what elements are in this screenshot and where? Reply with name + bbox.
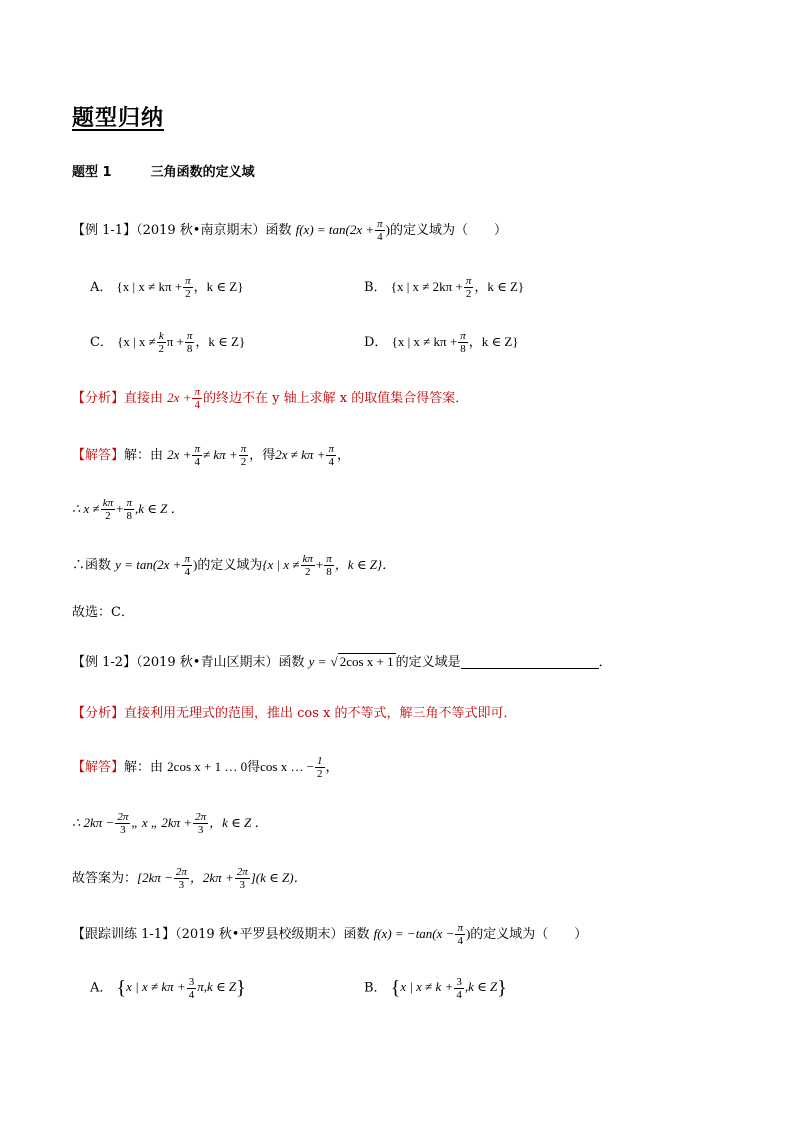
answer-choice-1: 故选：C． xyxy=(72,605,134,620)
solution-1-line-2: ∴ x ≠ $\frac{k\pi}{2}$ + $\frac{\pi}{8}$ ,k ∈ Z ． xyxy=(72,497,184,522)
function-expression: f(x) = tan(2x + xyxy=(295,222,375,237)
analysis-2: 【分析】直接利用无理式的范围，推出 cos x 的不等式，解三角不等式即可． xyxy=(72,706,517,721)
solution-1-line-1: 【解答】解：由 2x + $\frac{\pi}{4}$ ≠ kπ + $\frac{\pi}{2}$ ，得2x ≠ kπ + $\frac{\pi}{4}$ ， xyxy=(72,443,350,468)
tracking-option-b: B． {x | x ≠ k + $\frac{3}{4}$ ,k ∈ Z} xyxy=(364,976,507,1001)
type-label xyxy=(72,166,255,179)
example-1-2-question: 【例 1-2】（2019 秋•青山区期末）函数 y = √ 2cos x + 1 的定义域是 ． xyxy=(72,654,612,670)
option-a: A． {x | x ≠ kπ + $\frac{\pi}{2}$ ，k ∈ Z} xyxy=(90,275,244,300)
option-c: C． {x | x ≠ $\frac{k}{2}$ π + $\frac{\pi}{8}$ ，k ∈ Z} xyxy=(90,330,246,355)
example-source: （2019 秋•南京期末）函数 xyxy=(136,223,292,238)
tracking-exercise-question: 【跟踪训练 1-1】（2019 秋•平罗县校级期末）函数 f(x) = −tan(x − $\frac{\pi}{4}$ )的定义域为（ ） xyxy=(72,922,588,947)
solution-2-line-1: 【解答】解：由 2cos x + 1 … 0得cos x … − $\frac{1}{2}$ ， xyxy=(72,755,339,780)
sqrt-radicand: 2cos x + 1 xyxy=(339,654,394,669)
fraction: $\frac{\pi}{4}$ xyxy=(377,218,383,243)
question-tail: 的定义域为（ ） xyxy=(390,223,508,238)
section-heading: 题型归纳 xyxy=(72,106,165,131)
analysis-1: 【分析】直接由 2x + $\frac{\pi}{4}$ 的终边不在 y 轴上求解 x 的取值集合得答案． xyxy=(72,386,469,411)
example-tag: 【例 1-1】 xyxy=(72,223,137,238)
type-number: 题型 1 xyxy=(72,165,112,180)
solution-2-line-2: ∴ 2kπ − $\frac{2\pi}{3}$ „ x „ 2kπ + $\frac{2\pi}{3}$ ，k ∈ Z ． xyxy=(72,811,268,836)
answer-blank xyxy=(461,656,599,669)
type-title: 三角函数的定义域 xyxy=(150,165,255,180)
option-b: B． {x | x ≠ 2kπ + $\frac{\pi}{2}$ ，k ∈ Z} xyxy=(364,275,525,300)
example-1-1-question: 【例 1-1】（2019 秋•南京期末）函数 f(x) = tan(2x + $\frac{\pi}{4}$ )的定义域为（ ） xyxy=(72,218,508,243)
option-d: D． {x | x ≠ kπ + $\frac{\pi}{8}$ ，k ∈ Z} xyxy=(364,330,519,355)
answer-2: 故答案为：[2kπ − $\frac{2\pi}{3}$ ，2kπ + $\frac{2\pi}{3}$ ](k ∈ Z)． xyxy=(72,866,307,891)
tracking-option-a: A． {x | x ≠ kπ + $\frac{3}{4}$ π,k ∈ Z} xyxy=(90,976,246,1001)
solution-1-line-3: ∴函数 y = tan(2x + $\frac{\pi}{4}$ )的定义域为{x | x ≠ $\frac{k\pi}{2}$ + $\frac{\pi}{8}$ ，k ∈ Z}． xyxy=(72,553,396,578)
